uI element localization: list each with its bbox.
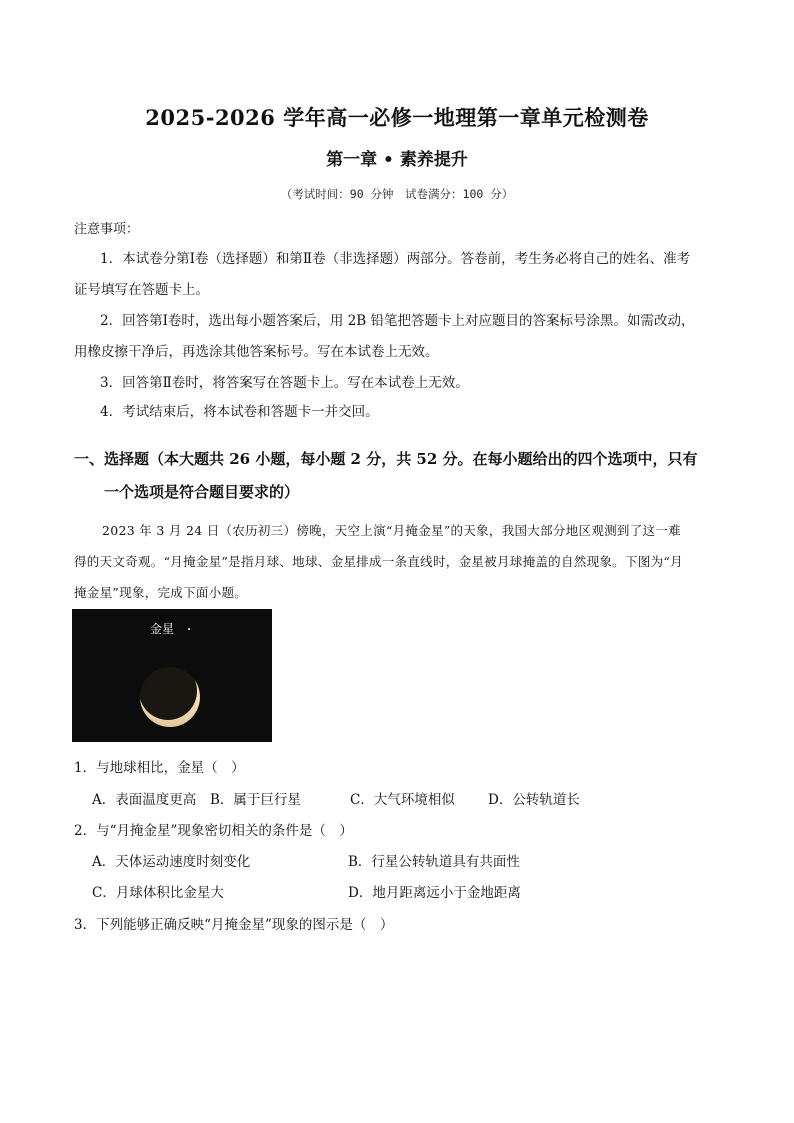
page-subtitle: 第一章 • 素养提升 (326, 150, 468, 170)
note-line: 证号填写在答题卡上。 (74, 282, 209, 298)
crescent-moon-icon (72, 609, 272, 742)
section-line: 一、选择题（本大题共 26 小题，每小题 2 分，共 52 分。在每小题给出的四个选项中，只有 (74, 450, 698, 468)
intro-line: 得的天文奇观。“月掩金星”是指月球、地球、金星排成一条直线时，金星被月球掩盖的自然现象。下图为“月 (74, 554, 683, 569)
q1-option-c[interactable]: C．大气环境相似 (350, 792, 455, 808)
note-line: 4．考试结束后，将本试卷和答题卡一并交回。 (100, 404, 379, 420)
notes-heading: 注意事项： (74, 222, 140, 237)
intro-line: 掩金星”现象，完成下面小题。 (74, 585, 248, 600)
intro-line: 2023 年 3 月 24 日（农历初三）傍晚，天空上演“月掩金星”的天象，我国大部分地区观测到了这一难 (102, 523, 681, 538)
question-1-stem: 1．与地球相比，金星（ ） (74, 760, 245, 776)
moon-venus-photo (72, 609, 272, 742)
note-line: 3．回答第Ⅱ卷时，将答案写在答题卡上。写在本试卷上无效。 (100, 375, 469, 391)
note-line: 用橡皮擦干净后，再选涂其他答案标号。写在本试卷上无效。 (74, 344, 439, 360)
note-item-3 (74, 368, 722, 399)
page-title: 2025-2026 学年高一必修一地理第一章单元检测卷 (145, 105, 649, 130)
exam-meta: （考试时间：90 分钟 试卷满分：100 分） (280, 187, 514, 201)
q1-option-b[interactable]: B．属于巨行星 (210, 792, 301, 808)
q1-option-a[interactable]: A．表面温度更高 (92, 792, 197, 808)
q1-option-d[interactable]: D．公转轨道长 (488, 792, 580, 808)
note-item-1 (74, 244, 722, 306)
question-2-stem: 2．与“月掩金星”现象密切相关的条件是（ ） (74, 823, 353, 839)
q2-option-c[interactable]: C．月球体积比金星大 (92, 885, 224, 901)
note-item-2 (74, 306, 722, 368)
note-item-4 (74, 397, 722, 428)
q2-option-d[interactable]: D．地月距离远小于金地距离 (348, 885, 521, 901)
question-intro (74, 515, 724, 608)
q2-option-b[interactable]: B．行星公转轨道具有共面性 (348, 854, 520, 870)
note-line: 2．回答第Ⅰ卷时，选出每小题答案后，用 2B 铅笔把答题卡上对应题目的答案标号涂黑。如需改动， (100, 313, 695, 329)
q2-option-a[interactable]: A．天体运动速度时刻变化 (92, 854, 251, 870)
section-heading (74, 443, 726, 509)
note-line: 1．本试卷分第Ⅰ卷（选择题）和第Ⅱ卷（非选择题）两部分。答卷前，考生务必将自己的姓名、准考 (100, 251, 691, 267)
section-line: 一个选项是符合题目要求的） (104, 483, 300, 501)
question-3-stem: 3．下列能够正确反映“月掩金星”现象的图示是（ ） (74, 917, 394, 933)
